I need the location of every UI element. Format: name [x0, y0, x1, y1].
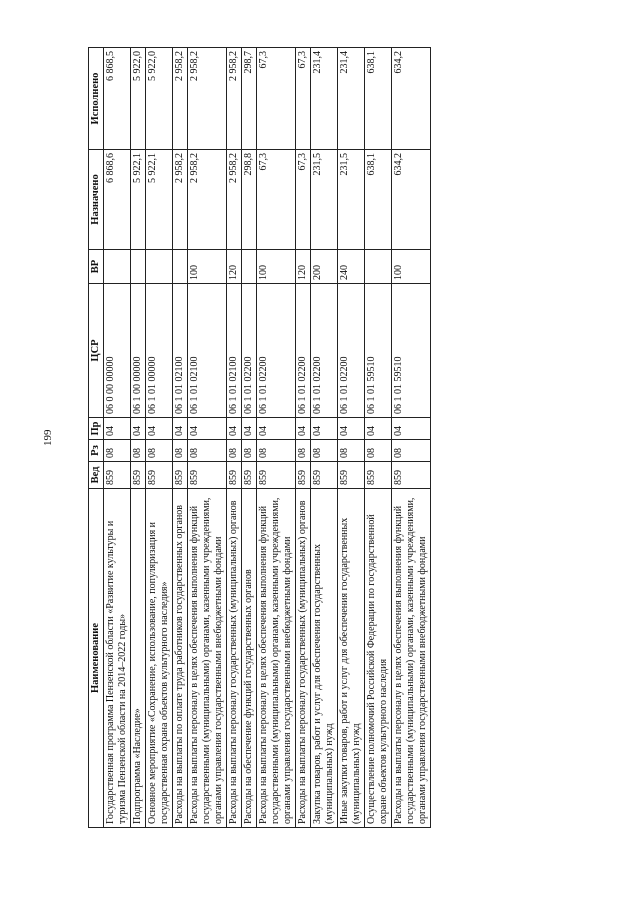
header-rz: Рз — [89, 440, 104, 462]
cell-pr: 04 — [173, 418, 188, 440]
cell-naz: 231,5 — [311, 150, 338, 250]
cell-ved: 859 — [173, 462, 188, 489]
header-row — [89, 48, 104, 828]
cell-naz: 6 868,6 — [104, 150, 131, 250]
cell-pr: 04 — [296, 418, 311, 440]
cell-rz: 08 — [296, 440, 311, 462]
table-row — [131, 48, 146, 828]
table-row — [257, 48, 296, 828]
cell-vr — [146, 250, 173, 284]
cell-ved: 859 — [131, 462, 146, 489]
cell-rz: 08 — [146, 440, 173, 462]
cell-csr: 06 1 01 59510 — [392, 284, 431, 418]
cell-rz: 08 — [338, 440, 365, 462]
header-name: Наименование — [89, 489, 104, 828]
cell-name: Основное мероприятие «Сохранение, использование, популяризация и государственная охрана объектов культурного наследия» — [146, 489, 173, 828]
cell-pr: 04 — [104, 418, 131, 440]
cell-csr: 06 1 01 00000 — [146, 284, 173, 418]
header-pr: Пр — [89, 418, 104, 440]
cell-pr: 04 — [242, 418, 257, 440]
table-row — [296, 48, 311, 828]
cell-csr: 06 1 00 00000 — [131, 284, 146, 418]
header-vr: ВР — [89, 250, 104, 284]
cell-pr: 04 — [146, 418, 173, 440]
cell-vr: 100 — [188, 250, 227, 284]
cell-csr: 06 1 01 02100 — [188, 284, 227, 418]
cell-vr — [104, 250, 131, 284]
table-row — [146, 48, 173, 828]
cell-naz: 231,5 — [338, 150, 365, 250]
cell-ved: 859 — [338, 462, 365, 489]
cell-csr: 06 1 01 02200 — [242, 284, 257, 418]
table-row — [365, 48, 392, 828]
cell-naz: 638,1 — [365, 150, 392, 250]
cell-pr: 04 — [392, 418, 431, 440]
cell-pr: 04 — [131, 418, 146, 440]
cell-isp: 231,4 — [338, 48, 365, 150]
cell-naz: 2 958,2 — [227, 150, 242, 250]
cell-csr: 06 1 01 02200 — [311, 284, 338, 418]
cell-vr: 120 — [227, 250, 242, 284]
cell-pr: 04 — [365, 418, 392, 440]
cell-naz: 67,3 — [257, 150, 296, 250]
cell-naz: 67,3 — [296, 150, 311, 250]
table-header — [89, 48, 104, 828]
cell-rz: 08 — [227, 440, 242, 462]
cell-naz: 2 958,2 — [188, 150, 227, 250]
cell-isp: 231,4 — [311, 48, 338, 150]
table-row — [338, 48, 365, 828]
cell-isp: 67,3 — [257, 48, 296, 150]
cell-pr: 04 — [188, 418, 227, 440]
cell-name: Расходы на обеспечение функций государственных органов — [242, 489, 257, 828]
cell-vr: 200 — [311, 250, 338, 284]
cell-name: Расходы на выплаты персоналу в целях обеспечения выполнения функций государственными (муниципальными) органами, казенными учреждениями, органами управления государственными внебюджетными фондами — [257, 489, 296, 828]
cell-name: Закупка товаров, работ и услуг для обеспечения государственных (муниципальных) нужд — [311, 489, 338, 828]
cell-rz: 08 — [257, 440, 296, 462]
cell-pr: 04 — [257, 418, 296, 440]
cell-isp: 298,7 — [242, 48, 257, 150]
budget-table — [88, 47, 431, 828]
cell-name: Расходы на выплаты персоналу государственных (муниципальных) органов — [296, 489, 311, 828]
cell-vr — [131, 250, 146, 284]
cell-ved: 859 — [311, 462, 338, 489]
header-ved: Вед — [89, 462, 104, 489]
cell-isp: 67,3 — [296, 48, 311, 150]
table-row — [188, 48, 227, 828]
cell-ved: 859 — [296, 462, 311, 489]
cell-naz: 2 958,2 — [173, 150, 188, 250]
cell-name: Иные закупки товаров, работ и услуг для обеспечения государственных (муниципальных) нужд — [338, 489, 365, 828]
cell-csr: 06 1 01 02100 — [227, 284, 242, 418]
table-row — [104, 48, 131, 828]
cell-csr: 06 0 00 00000 — [104, 284, 131, 418]
cell-vr: 100 — [392, 250, 431, 284]
cell-rz: 08 — [365, 440, 392, 462]
cell-pr: 04 — [227, 418, 242, 440]
cell-naz: 5 922,1 — [146, 150, 173, 250]
cell-vr — [365, 250, 392, 284]
cell-name: Расходы на выплаты персоналу в целях обеспечения выполнения функций государственными (муниципальными) органами, казенными учреждениями, органами управления государственными внебюджетными фондами — [188, 489, 227, 828]
cell-ved: 859 — [257, 462, 296, 489]
cell-vr: 120 — [296, 250, 311, 284]
cell-pr: 04 — [338, 418, 365, 440]
cell-ved: 859 — [146, 462, 173, 489]
cell-ved: 859 — [392, 462, 431, 489]
budget-table-container — [88, 48, 431, 828]
cell-csr: 06 1 01 02200 — [296, 284, 311, 418]
cell-ved: 859 — [365, 462, 392, 489]
header-isp: Исполнено — [89, 48, 104, 150]
cell-isp: 5 922,0 — [146, 48, 173, 150]
header-csr: ЦСР — [89, 284, 104, 418]
cell-vr — [242, 250, 257, 284]
cell-isp: 638,1 — [365, 48, 392, 150]
table-row — [173, 48, 188, 828]
cell-csr: 06 1 01 02100 — [173, 284, 188, 418]
cell-rz: 08 — [242, 440, 257, 462]
cell-name: Подпрограмма «Наследие» — [131, 489, 146, 828]
cell-naz: 5 922,1 — [131, 150, 146, 250]
cell-name: Государственная программа Пензенской области «Развитие культуры и туризма Пензенской области на 2014–2022 годы» — [104, 489, 131, 828]
table-body — [104, 48, 431, 828]
cell-vr — [173, 250, 188, 284]
cell-rz: 08 — [131, 440, 146, 462]
cell-rz: 08 — [188, 440, 227, 462]
cell-rz: 08 — [104, 440, 131, 462]
cell-rz: 08 — [392, 440, 431, 462]
cell-isp: 5 922,0 — [131, 48, 146, 150]
table-row — [242, 48, 257, 828]
cell-name: Расходы на выплаты персоналу в целях обеспечения выполнения функций государственными (муниципальными) органами, казенными учреждениями, органами управления государственными внебюджетными фондами — [392, 489, 431, 828]
cell-rz: 08 — [173, 440, 188, 462]
cell-isp: 2 958,2 — [227, 48, 242, 150]
cell-csr: 06 1 01 59510 — [365, 284, 392, 418]
cell-isp: 2 958,2 — [173, 48, 188, 150]
cell-name: Осуществление полномочий Российской Федерации по государственной охране объектов культурного наследия — [365, 489, 392, 828]
cell-pr: 04 — [311, 418, 338, 440]
header-naz: Назначено — [89, 150, 104, 250]
cell-ved: 859 — [188, 462, 227, 489]
cell-vr: 240 — [338, 250, 365, 284]
page-number: 199 — [42, 429, 54, 446]
cell-name: Расходы на выплаты по оплате труда работников государственных органов — [173, 489, 188, 828]
cell-name: Расходы на выплаты персоналу государственных (муниципальных) органов — [227, 489, 242, 828]
cell-isp: 634,2 — [392, 48, 431, 150]
table-row — [392, 48, 431, 828]
cell-ved: 859 — [242, 462, 257, 489]
cell-csr: 06 1 01 02200 — [338, 284, 365, 418]
cell-naz: 298,8 — [242, 150, 257, 250]
cell-ved: 859 — [227, 462, 242, 489]
cell-ved: 859 — [104, 462, 131, 489]
cell-rz: 08 — [311, 440, 338, 462]
table-row — [311, 48, 338, 828]
cell-isp: 2 958,2 — [188, 48, 227, 150]
cell-isp: 6 868,5 — [104, 48, 131, 150]
cell-naz: 634,2 — [392, 150, 431, 250]
table-row — [227, 48, 242, 828]
cell-vr: 100 — [257, 250, 296, 284]
cell-csr: 06 1 01 02200 — [257, 284, 296, 418]
